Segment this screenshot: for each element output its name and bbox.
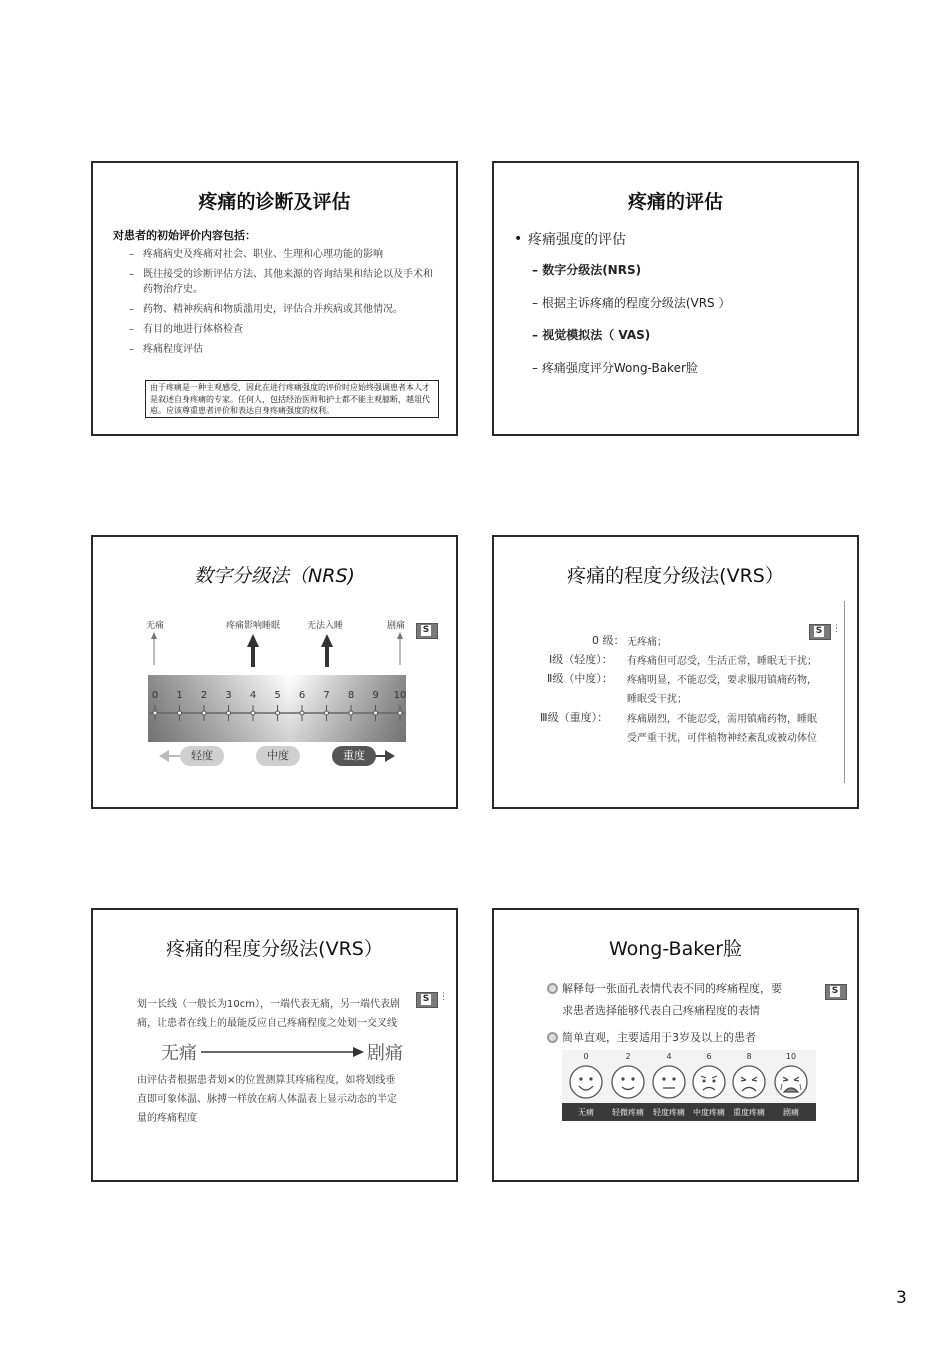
slide-wong-baker (492, 908, 859, 1182)
vertical-rule (844, 601, 845, 783)
nrs-scale-number: 7 (323, 690, 330, 701)
slide-nrs (91, 535, 458, 809)
slide-pain-evaluation (492, 161, 859, 436)
face-score: 10 (785, 1052, 797, 1061)
nrs-tick-dot (153, 711, 157, 715)
slide-title: 数字分级法（NRS) (194, 565, 355, 587)
share-icon[interactable] (809, 624, 831, 640)
list-item: – 疼痛程度评估 (129, 342, 436, 357)
dropdown-icon[interactable]: ⋮ (439, 992, 448, 1002)
grade-1: Ⅰ级（轻度）： (549, 653, 613, 666)
grade-3-desc: 疼痛剧烈，不能忍受，需用镇痛药物，睡眠 (627, 714, 817, 725)
nrs-scale-number: 8 (347, 690, 355, 701)
list-item: – 数字分级法(NRS) (532, 263, 642, 277)
face-0 (570, 1066, 602, 1098)
bullet-text: 解释每一张面孔表情代表不同的疼痛程度，要 (562, 982, 782, 995)
nrs-tick-dot (202, 711, 206, 715)
grade-2-desc: 疼痛明显，不能忍受，要求服用镇痛药物， (627, 675, 817, 686)
bullet-icon (547, 983, 558, 994)
nrs-tick-dot (227, 711, 231, 715)
level-mild: 轻度 (180, 746, 224, 766)
face-score: 4 (666, 1052, 672, 1061)
face-label: 无痛 (578, 1108, 594, 1117)
bullet-dot: • (514, 231, 523, 247)
paragraph-line: 由评估者根据患者划×的位置测算其疼痛程度，如将划线垂 (137, 1075, 396, 1086)
nrs-scale-number: 0 (151, 690, 159, 701)
bullet-text: 求患者选择能够代表自己疼痛程度的表情 (562, 1004, 760, 1017)
paragraph-line: 直即可象体温、脉搏一样放在病人体温表上显示动态的半定 (137, 1094, 397, 1105)
face-2 (612, 1066, 644, 1098)
slide-title: 疼痛的程度分级法(VRS） (166, 938, 383, 960)
paragraph-line: 痛，让患者在线上的最能反应自己疼痛程度之处划一交叉线 (137, 1018, 397, 1029)
label-severe-pain: 剧痛 (387, 621, 406, 631)
grade-1-desc: 有疼痛但可忍受，生活正常，睡眠无干扰； (627, 656, 817, 667)
face-6 (693, 1066, 725, 1098)
nrs-scale-number: 1 (176, 690, 183, 701)
face-score: 6 (706, 1052, 712, 1061)
nrs-scale-number: 9 (372, 690, 379, 701)
nrs-tick-dot (300, 711, 304, 715)
face-label: 重度疼痛 (733, 1108, 765, 1117)
list-item-label: 视觉模拟法（ VAS) (542, 328, 651, 342)
face-label: 中度疼痛 (693, 1108, 725, 1117)
label-affects-sleep: 疼痛影响睡眠 (226, 621, 281, 631)
face-label: 轻微疼痛 (612, 1108, 644, 1117)
nrs-tick-dot (398, 711, 402, 715)
share-icon[interactable] (416, 992, 438, 1008)
grade-2: Ⅱ级（中度）： (547, 672, 613, 685)
nrs-tick-dot (349, 711, 353, 715)
scale-arrow (201, 1040, 365, 1064)
grade-0-desc: 无疼痛； (627, 637, 667, 648)
nrs-scale-number: 3 (225, 690, 232, 701)
face-label: 轻度疼痛 (653, 1108, 685, 1117)
scale-right-label: 剧痛 (367, 1043, 403, 1064)
label-no-pain: 无痛 (146, 621, 165, 631)
face-score: 0 (583, 1052, 589, 1061)
nrs-scale-number: 2 (200, 690, 208, 701)
list-item: – 有目的地进行体格检查 (129, 322, 436, 337)
face-8 (733, 1066, 765, 1098)
face-label: 剧痛 (783, 1108, 799, 1117)
bullet-text: 简单直观，主要适用于3岁及以上的患者 (562, 1031, 756, 1044)
face-score: 8 (746, 1052, 752, 1061)
slide-title: 疼痛的程度分级法(VRS） (567, 565, 784, 587)
slide-subtitle: 对患者的初始评价内容包括： (113, 229, 256, 242)
share-icon[interactable] (825, 984, 847, 1000)
face-score: 2 (625, 1052, 631, 1061)
label-cannot-sleep: 无法入睡 (307, 621, 344, 631)
level-moderate: 中度 (256, 746, 300, 766)
nrs-scale-number: 4 (249, 690, 257, 701)
list-item: – 药物、精神疾病和物质滥用史，评估合并疾病或其他情况。 (129, 302, 436, 317)
slide-vrs-line (91, 908, 458, 1182)
dropdown-icon[interactable]: ⋮ (832, 624, 841, 634)
list-item: – 根据主诉疼痛的程度分级法(VRS ） (532, 295, 731, 310)
face-4 (653, 1066, 685, 1098)
nrs-scale-graphic (93, 537, 458, 809)
paragraph-line: 量的疼痛程度 (137, 1113, 197, 1124)
scale-left-label: 无痛 (161, 1043, 197, 1064)
note-box: 由于疼痛是一种主观感受，因此在进行疼痛强度的评价时应始终强调患者本人才是叙述自身疼痛的专家。任何人，包括经治医师和护士都不能主观臆断，越俎代庖。应该尊重患者评价和表达自身疼痛强度的权利。 (145, 380, 439, 418)
list-item-label: 疼痛强度评分Wong-Baker脸 (541, 360, 698, 375)
list-item: – 疼痛强度评分Wong-Baker脸 (532, 360, 698, 375)
face-10 (775, 1066, 807, 1098)
slide-title: 疼痛的诊断及评估 (198, 191, 351, 213)
bullet-icon (547, 1032, 558, 1043)
grade-0: 0 级： (592, 634, 625, 647)
nrs-tick-dot (325, 711, 329, 715)
list-item: – 既往接受的诊断评估方法、其他来源的咨询结果和结论以及手术和药物治疗史。 (129, 267, 436, 297)
list-item-label: 数字分级法(NRS) (542, 263, 642, 277)
grade-3: Ⅲ级（重度）： (540, 711, 609, 724)
level-severe: 重度 (332, 746, 376, 766)
nrs-scale-number: 10 (393, 690, 407, 701)
nrs-tick-dot (276, 711, 280, 715)
method-list (532, 261, 731, 391)
evaluation-list (129, 247, 436, 362)
wong-baker-faces (562, 1050, 816, 1106)
slide-title: Wong-Baker脸 (608, 938, 743, 960)
grade-3-desc-cont: 受严重干扰，可伴植物神经紊乱或被动体位 (627, 733, 817, 744)
list-item: – 视觉模拟法（ VAS) (532, 328, 651, 342)
list-item: – 疼痛病史及疼痛对社会、职业、生理和心理功能的影响 (129, 247, 436, 262)
nrs-tick-dot (251, 711, 255, 715)
grade-2-desc-cont: 睡眠受干扰； (627, 694, 687, 705)
list-item-label: 根据主诉疼痛的程度分级法(VRS ） (541, 295, 731, 310)
slide-vrs-levels (492, 535, 859, 809)
nrs-tick-dot (178, 711, 182, 715)
paragraph-line: 划一长线（一般长为10cm），一端代表无痛，另一端代表剧 (137, 999, 400, 1010)
slide-bullet: 疼痛强度的评估 (528, 232, 626, 248)
slide-title: 疼痛的评估 (627, 191, 723, 213)
nrs-scale-number: 6 (298, 690, 306, 701)
slide-diagnosis-evaluation (91, 161, 458, 436)
nrs-scale-number: 5 (274, 690, 281, 701)
nrs-tick-dot (374, 711, 378, 715)
page-number: 3 (896, 1288, 907, 1308)
